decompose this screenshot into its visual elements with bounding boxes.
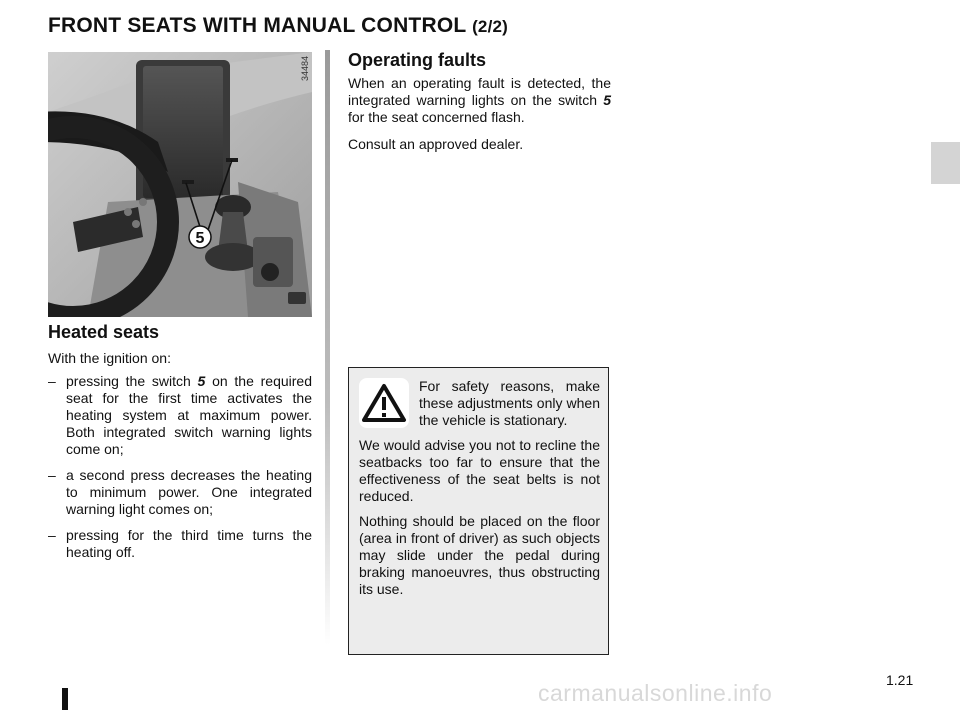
corner-mark bbox=[62, 688, 68, 710]
warning-lead: For safety reasons, make these adjustments only when the vehicle is stationary. bbox=[419, 378, 600, 428]
list-item bbox=[48, 373, 312, 458]
dashboard-illustration bbox=[48, 52, 312, 317]
column-divider bbox=[325, 50, 330, 645]
page-number: 1.21 bbox=[886, 672, 914, 688]
list-item-text: a second press decreases the heating to minimum power. One integrated warning light comes on; bbox=[66, 467, 312, 517]
operating-faults-heading: Operating faults bbox=[348, 50, 487, 70]
figure-ref-number: 34484 bbox=[300, 56, 310, 82]
warning-head bbox=[359, 378, 600, 429]
warning-box bbox=[348, 367, 609, 655]
heated-seats-intro: With the ignition on: bbox=[48, 350, 171, 366]
list-dash: – bbox=[48, 527, 56, 543]
faults-text-b: for the seat concerned flash. bbox=[348, 109, 525, 125]
faults-paragraph bbox=[348, 75, 611, 126]
heated-seats-heading: Heated seats bbox=[48, 322, 160, 342]
switch-ref: 5 bbox=[197, 373, 206, 389]
list-item-text: pressing the switch bbox=[66, 373, 198, 389]
faults-text-a: When an operating fault is detected, the integrated warning lights on the switch bbox=[348, 75, 611, 108]
list-item-text-cont: on the required seat for the first time activates the heating system at maximum power. Both integrated switch warning lights come on; bbox=[66, 373, 312, 457]
watermark: carmanualsonline.info bbox=[538, 680, 773, 706]
heated-seats-list bbox=[48, 373, 312, 570]
page-title-text: FRONT SEATS WITH MANUAL CONTROL bbox=[48, 14, 467, 37]
faults-dealer-note: Consult an approved dealer. bbox=[348, 136, 524, 152]
list-item bbox=[48, 467, 312, 518]
dashboard-photo bbox=[48, 52, 312, 317]
warning-triangle-icon bbox=[359, 378, 409, 428]
list-item-text: pressing for the third time turns the heating off. bbox=[66, 527, 312, 560]
page-title-suffix: (2/2) bbox=[472, 17, 509, 36]
page-title bbox=[48, 14, 508, 38]
list-dash: – bbox=[48, 373, 56, 389]
warning-paragraph-2: Nothing should be placed on the floor (area in front of driver) as such objects may slide under the pedal during braking manoeuvres, thus obstructing its use. bbox=[359, 513, 600, 597]
switch-ref: 5 bbox=[603, 92, 611, 108]
callout-label: 5 bbox=[195, 230, 205, 247]
chapter-tab bbox=[931, 142, 960, 184]
warning-paragraph-1: We would advise you not to recline the seatbacks too far to ensure that the effectiveness of the seat belts is not reduced. bbox=[359, 437, 600, 504]
list-item bbox=[48, 527, 312, 561]
list-dash: – bbox=[48, 467, 56, 483]
operating-faults-text bbox=[348, 75, 611, 163]
